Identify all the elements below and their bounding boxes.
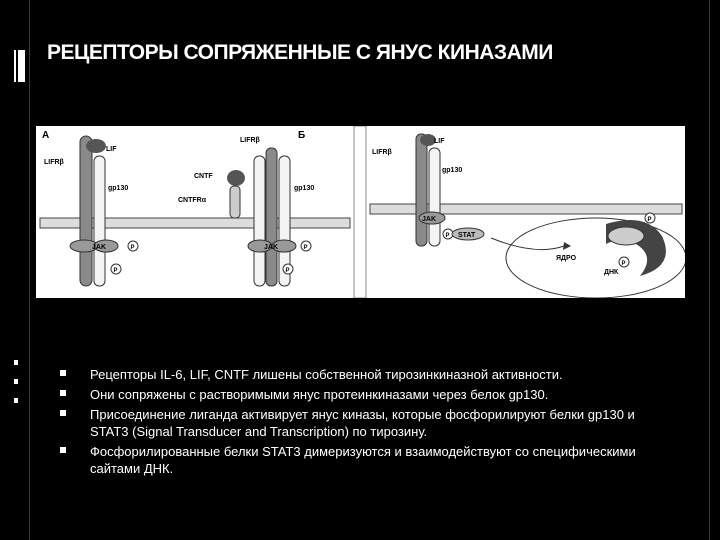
lif-ligand-a — [86, 139, 106, 153]
cntf-ligand — [227, 170, 245, 186]
side-decor-mark — [14, 398, 18, 403]
bullet-item — [60, 386, 670, 403]
lifr-receptor-c — [416, 134, 427, 246]
p-label-b-2: P — [285, 268, 290, 274]
gp130-label-a: gp130 — [108, 185, 129, 192]
panel-b-letter: Б — [298, 130, 306, 141]
bullet-list — [60, 366, 670, 480]
nucleus-label: ЯДРО — [556, 255, 577, 262]
side-decor-mark — [14, 379, 18, 384]
lifr-receptor-a — [80, 136, 92, 286]
bullet-text: Они сопряжены с растворимыми янус протеинкиназами через белок gp130. — [90, 387, 549, 402]
gp130-label-c: gp130 — [442, 167, 463, 174]
slide-title: РЕЦЕПТОРЫ СОПРЯЖЕННЫЕ С ЯНУС КИНАЗАМИ — [47, 41, 553, 64]
receptor-diagram-svg — [36, 126, 685, 298]
bullet-marker-icon — [60, 390, 66, 396]
jak-label-a: JAK — [92, 244, 107, 251]
lifr-label-a: LIFRβ — [44, 159, 64, 166]
dna-label: ДНК — [604, 269, 619, 276]
gp130-label-b: gp130 — [294, 185, 315, 192]
stat-label: STAT — [458, 232, 476, 239]
p-label-c-1: P — [445, 233, 450, 239]
bullet-marker-icon — [60, 410, 66, 416]
gp130-receptor-b-1 — [254, 156, 265, 286]
bullet-text: Фосфорилированные белки STAT3 димеризуются и взаимодействуют со специфическими сайтами ДНК. — [90, 444, 636, 476]
lif-label-a: LIF — [106, 146, 117, 153]
lifr-label-b: LIFRβ — [240, 137, 260, 144]
bullet-text: Присоединение лиганда активирует янус киназы, которые фосфорилируют белки gp130 и STAT3 (Signal Transducer and Transcription) по тирозину. — [90, 407, 635, 439]
jak-label-b: JAK — [264, 244, 279, 251]
side-decor — [14, 360, 18, 417]
bullet-marker-icon — [60, 370, 66, 376]
bullet-item — [60, 366, 670, 383]
cntfr-label: CNTFRα — [178, 197, 207, 204]
bullet-text: Рецепторы IL-6, LIF, CNTF лишены собственной тирозинкиназной активности. — [90, 367, 563, 382]
p-label-a-2: P — [113, 268, 118, 274]
bullet-item — [60, 443, 670, 477]
title-accent-bar — [18, 50, 25, 82]
p-label-a-1: P — [130, 245, 135, 251]
stat-dimer-light — [608, 227, 644, 245]
panel-a-letter: А — [42, 130, 50, 141]
gp130-receptor-c — [429, 148, 440, 246]
p-label-b-1: P — [303, 245, 308, 251]
cntfr-receptor — [230, 186, 240, 218]
lifr-receptor-b — [266, 148, 277, 286]
bullet-item — [60, 406, 670, 440]
jak-label-c: JAK — [422, 216, 437, 223]
receptor-diagram — [36, 126, 685, 298]
side-decor-mark — [14, 360, 18, 365]
bullet-marker-icon — [60, 447, 66, 453]
title-accent-thin — [14, 50, 16, 82]
cntf-label: CNTF — [194, 173, 213, 180]
lifr-label-c: LIFRβ — [372, 149, 392, 156]
p-label-c-3: P — [621, 261, 626, 267]
p-label-c-2: P — [647, 217, 652, 223]
lif-label-c: LIF — [434, 138, 445, 145]
gp130-receptor-a — [94, 156, 105, 286]
